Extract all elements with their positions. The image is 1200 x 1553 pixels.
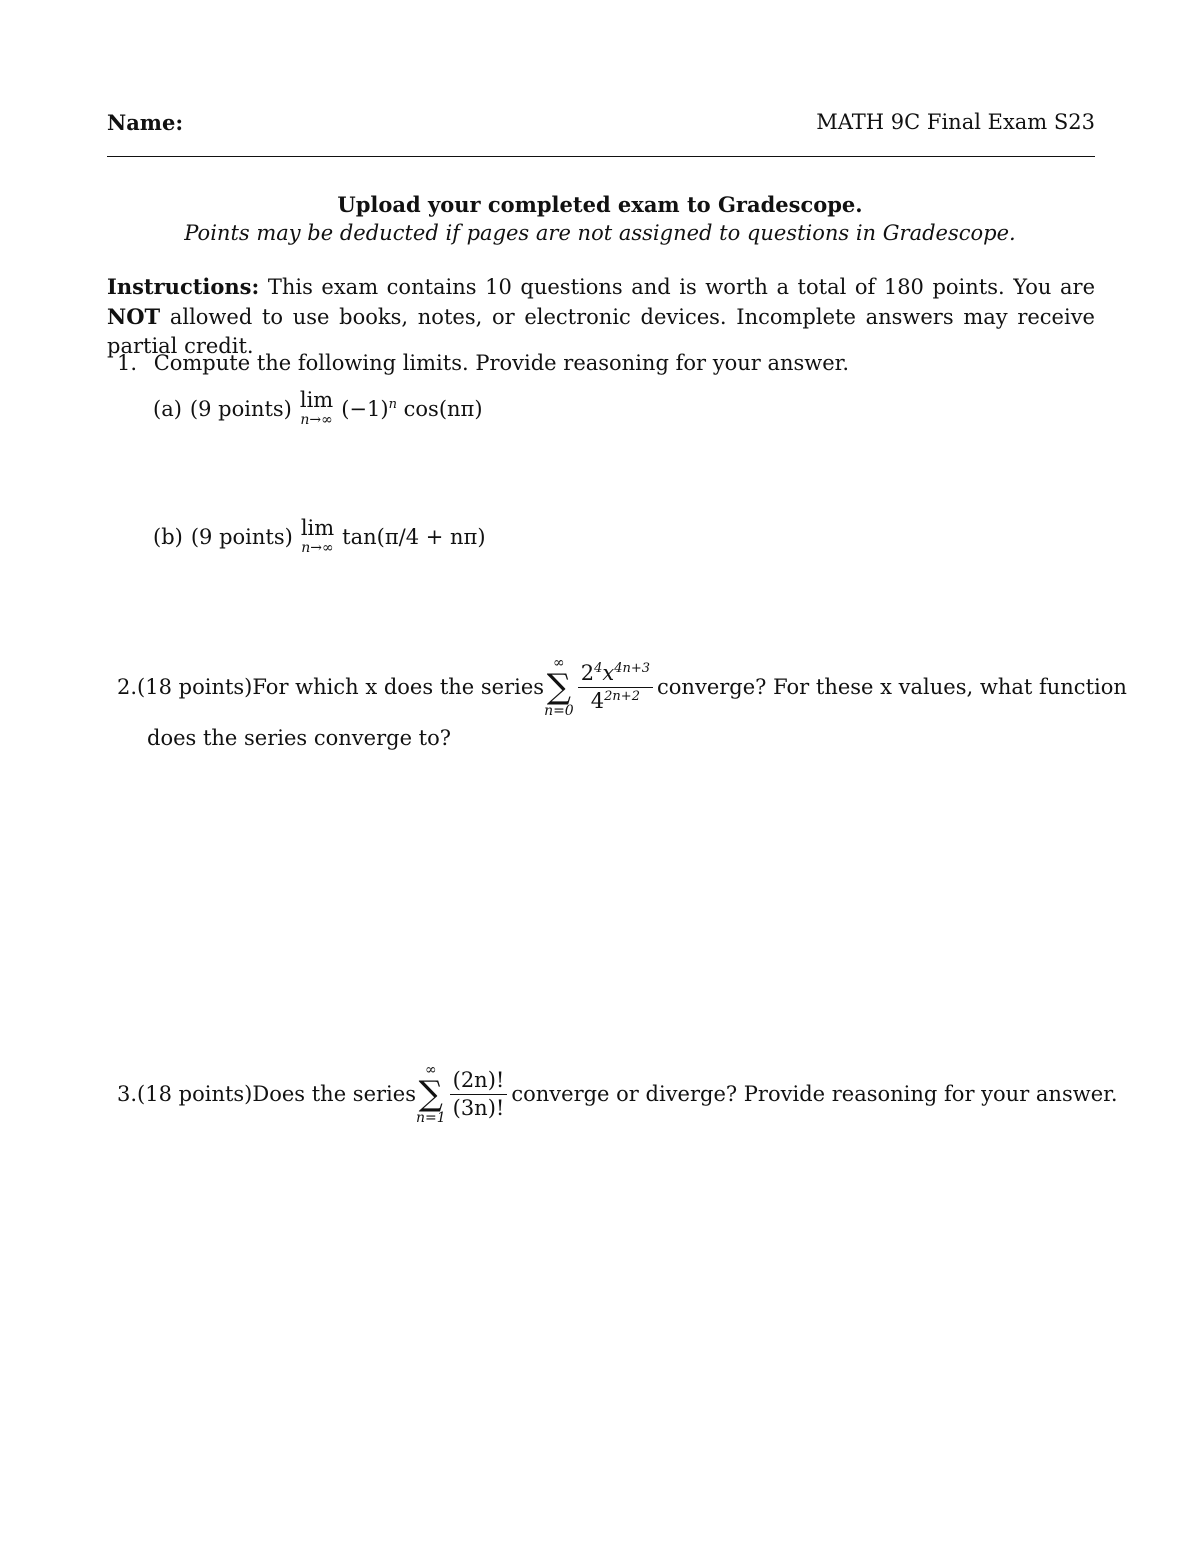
question-number: 1. bbox=[117, 351, 138, 375]
question-1 bbox=[117, 351, 849, 375]
fraction-numerator: (2n)! bbox=[450, 1069, 508, 1094]
summation bbox=[416, 1063, 446, 1125]
question-text: Compute the following limits. Provide reasoning for your answer. bbox=[153, 351, 850, 375]
num-exp-1: 4 bbox=[594, 661, 603, 677]
lim-text: lim bbox=[300, 516, 335, 540]
lim-subscript: n→∞ bbox=[301, 540, 334, 556]
question-points: (18 points) bbox=[137, 675, 253, 699]
sigma-symbol: ∑ bbox=[418, 1074, 443, 1114]
limit-expression bbox=[341, 397, 482, 421]
series-term-fraction bbox=[578, 662, 653, 711]
fraction-denominator: (3n)! bbox=[452, 1095, 505, 1120]
num-exp-2: 4n+3 bbox=[614, 661, 651, 677]
question-2 bbox=[117, 655, 1127, 719]
limit-operator bbox=[300, 390, 333, 427]
sum-lower-limit: n=0 bbox=[544, 703, 574, 719]
question-text-after: converge or diverge? Provide reasoning for your answer. bbox=[511, 1082, 1118, 1106]
question-1b bbox=[153, 518, 486, 555]
series-term-fraction bbox=[450, 1069, 508, 1118]
sum-upper-limit: ∞ bbox=[424, 1062, 437, 1078]
limit-expression: tan(π/4 + nπ) bbox=[342, 524, 486, 549]
expr-tail: cos(nπ) bbox=[403, 396, 483, 421]
instructions-label: Instructions: bbox=[107, 274, 260, 299]
question-number: 2. bbox=[117, 675, 138, 699]
part-label: (b) bbox=[153, 524, 183, 549]
expr-base: (−1) bbox=[341, 396, 389, 421]
question-text-before: Does the series bbox=[252, 1082, 416, 1106]
question-points: (18 points) bbox=[137, 1082, 253, 1106]
part-points: (9 points) bbox=[189, 396, 292, 421]
expr-exponent: n bbox=[388, 396, 397, 412]
num-base: 2 bbox=[580, 661, 595, 686]
sum-upper-limit: ∞ bbox=[553, 655, 565, 671]
den-exp: 2n+2 bbox=[604, 688, 640, 704]
instructions-text-1: This exam contains 10 questions and is worth a total of 180 points. You are bbox=[267, 275, 1095, 299]
instructions-text-2: allowed to use books, notes, or electronic devices. Incomplete answers may receive partial credit. bbox=[107, 305, 1095, 358]
question-number: 3. bbox=[117, 1082, 138, 1106]
page-header bbox=[107, 110, 1095, 140]
sigma-symbol: ∑ bbox=[546, 667, 572, 707]
fraction-denominator bbox=[591, 688, 640, 712]
header-rule bbox=[107, 156, 1095, 157]
lim-subscript: n→∞ bbox=[300, 412, 333, 428]
name-label: Name: bbox=[107, 110, 184, 135]
course-title: MATH 9C Final Exam S23 bbox=[816, 110, 1095, 134]
question-text-after: converge? For these x values, what function bbox=[657, 675, 1127, 699]
instructions-emphasis: NOT bbox=[107, 304, 161, 329]
sum-lower-limit: n=1 bbox=[415, 1110, 446, 1126]
instructions bbox=[107, 272, 1095, 361]
lim-text: lim bbox=[299, 388, 334, 412]
part-points: (9 points) bbox=[190, 524, 293, 549]
question-2-continuation: does the series converge to? bbox=[147, 726, 452, 750]
points-note: Points may be deducted if pages are not assigned to questions in Gradescope. bbox=[184, 221, 1016, 245]
question-1a bbox=[153, 390, 483, 427]
part-label: (a) bbox=[153, 396, 182, 421]
upload-notice: Upload your completed exam to Gradescope. bbox=[337, 192, 863, 217]
summation bbox=[544, 656, 574, 718]
question-3 bbox=[117, 1062, 1118, 1126]
den-base: 4 bbox=[590, 688, 605, 713]
num-var: x bbox=[602, 661, 615, 686]
question-text-before: For which x does the series bbox=[252, 675, 545, 699]
fraction-numerator bbox=[578, 662, 653, 687]
limit-operator bbox=[301, 518, 334, 555]
